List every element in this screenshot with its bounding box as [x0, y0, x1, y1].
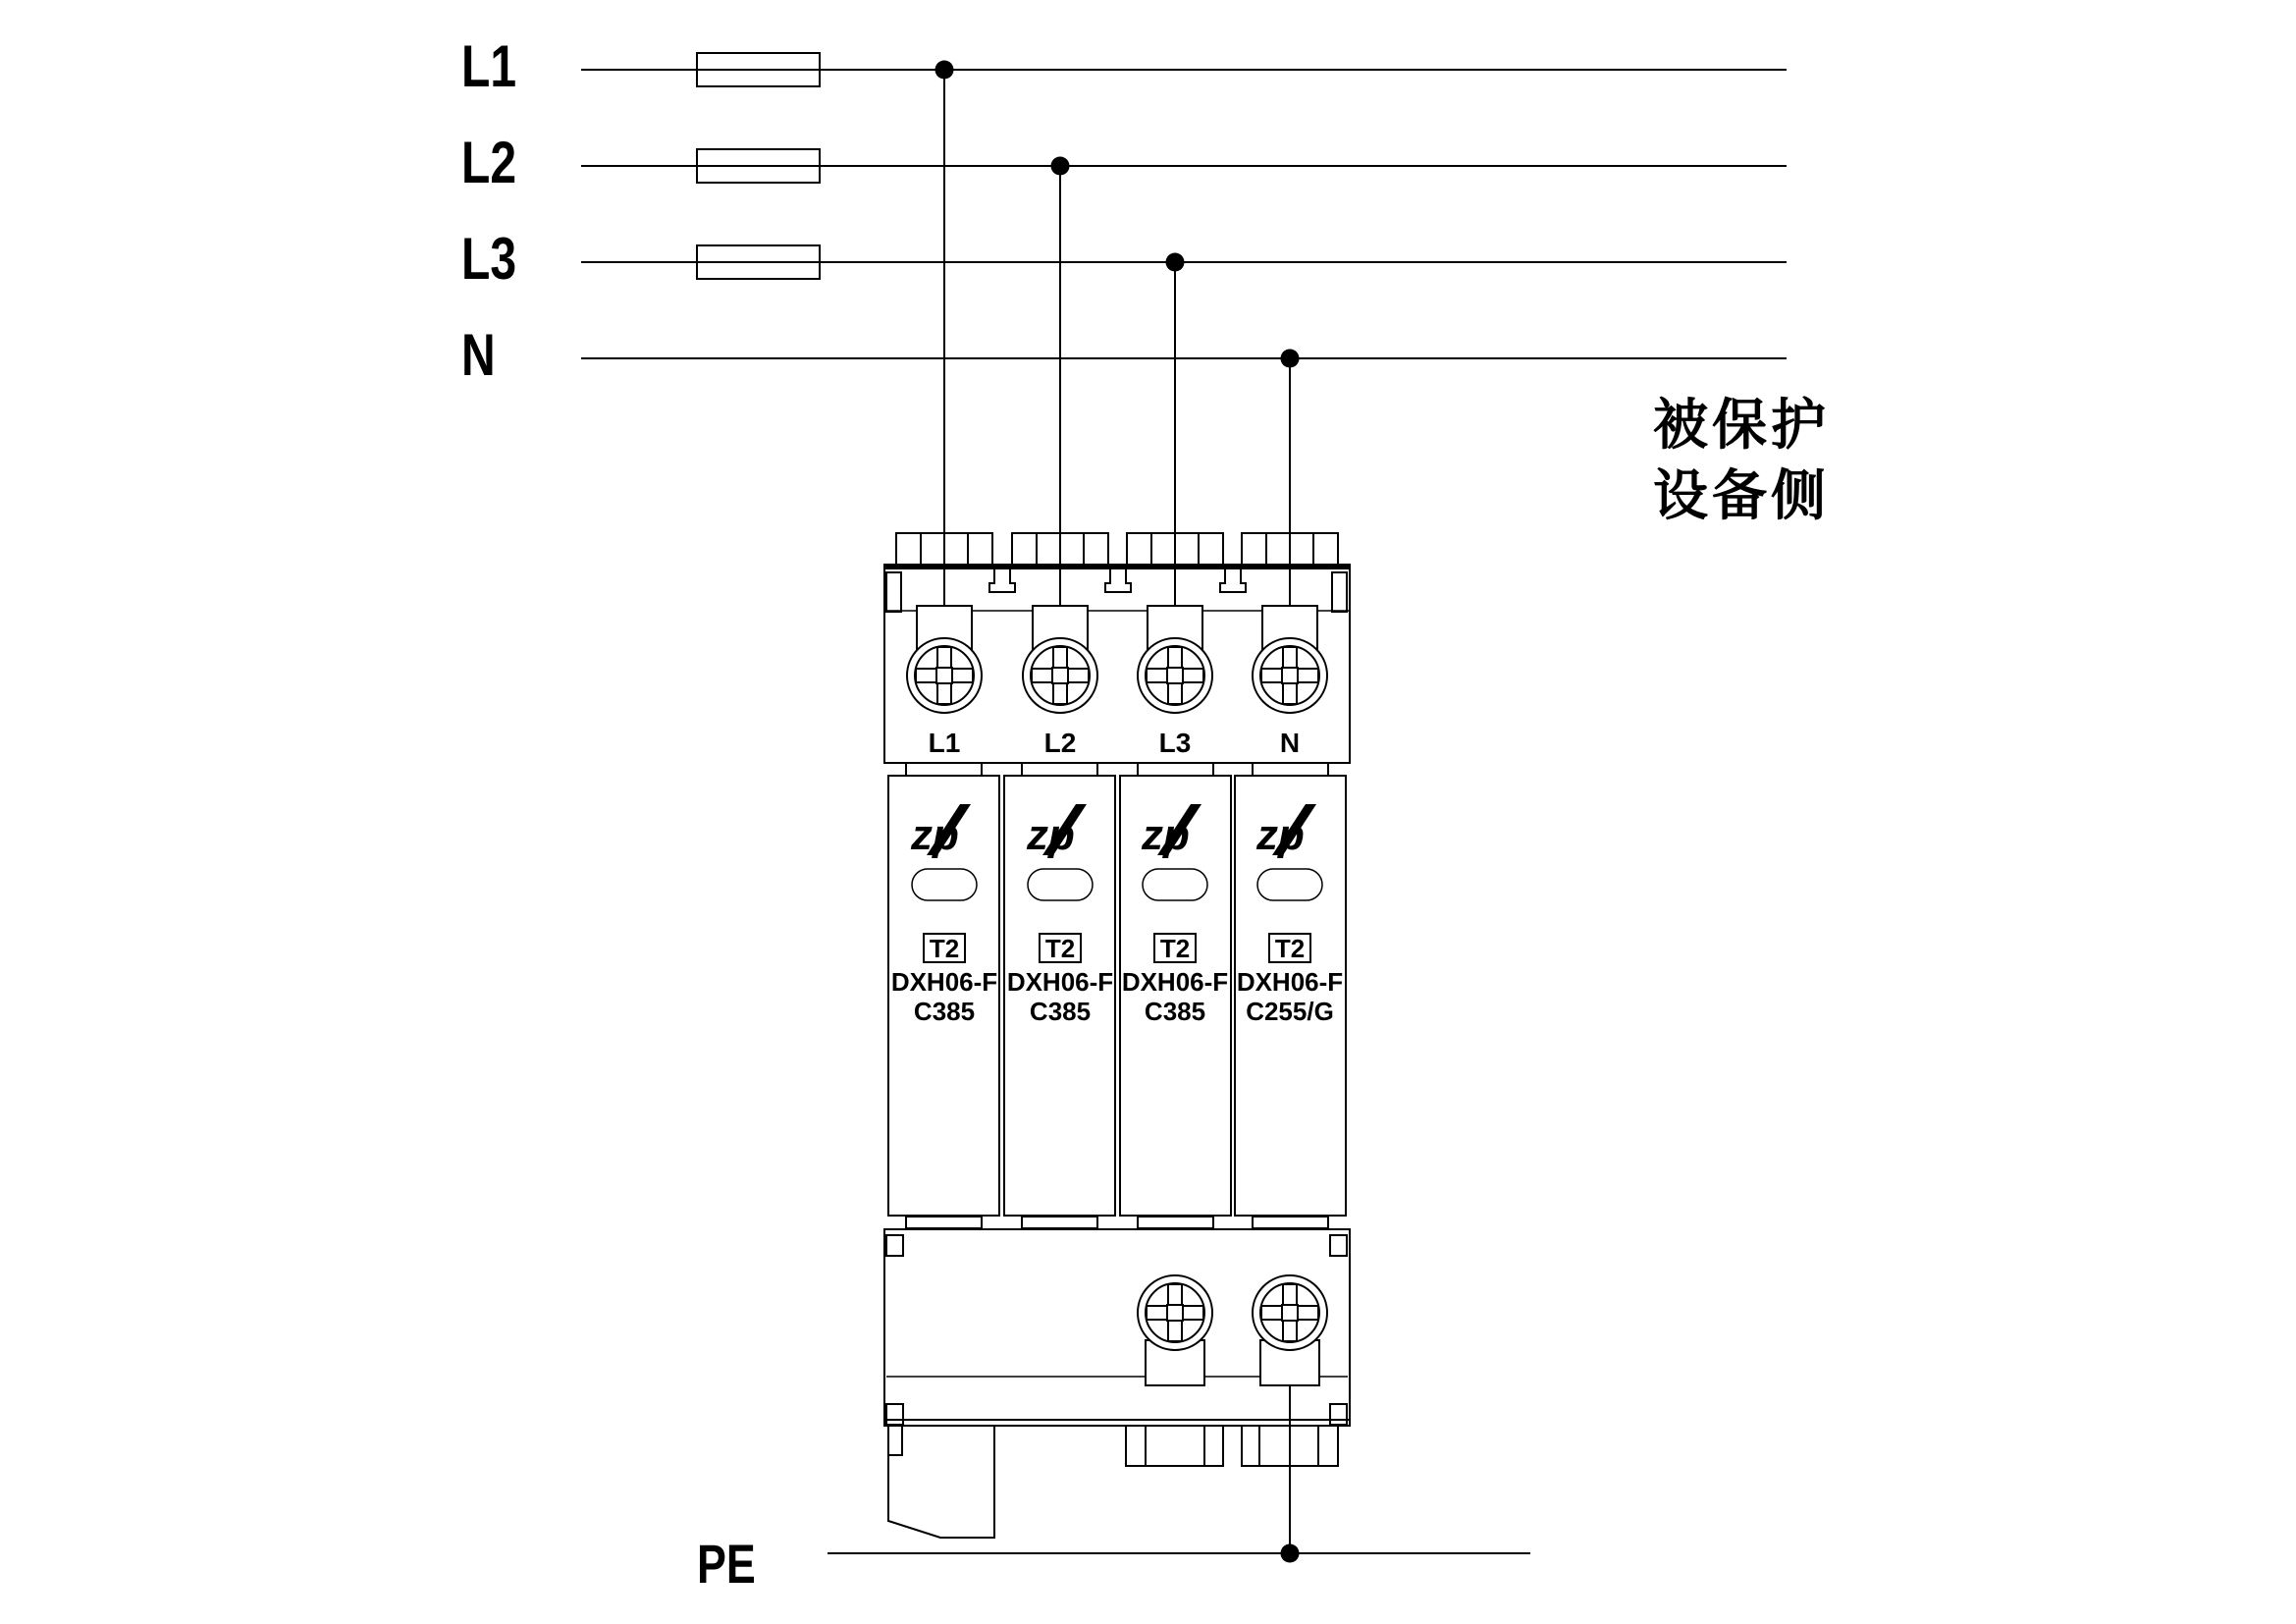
module-1 [888, 776, 999, 1216]
module-4-rating: C255/G [1246, 997, 1334, 1026]
module-4-model: DXH06-F [1236, 967, 1344, 997]
module-1-rating: C385 [913, 997, 976, 1026]
module-3-rating: C385 [1144, 997, 1206, 1026]
module-1-status-window [912, 869, 977, 900]
housing-notch-1 [989, 567, 1015, 592]
module-2-brand-logo [1026, 804, 1087, 859]
top-block-left-tab [886, 572, 901, 612]
pe-circuit [697, 1385, 1530, 1595]
pe-terminal-screw-1 [1138, 1275, 1212, 1350]
pe-terminal-screw-2 [1253, 1275, 1327, 1350]
module-3-status-window [1143, 869, 1207, 900]
module-3 [1120, 776, 1231, 1216]
module-4-brand-logo [1255, 804, 1316, 859]
busbar-teeth-4 [1242, 533, 1338, 565]
pe-label: PE [697, 1533, 756, 1596]
junction-dot-pe [1281, 1544, 1300, 1563]
din-rail-feet [888, 1426, 1338, 1538]
terminal-screw-n [1253, 638, 1327, 713]
module-2-model: DXH06-F [1006, 967, 1114, 997]
module-2-rating: C385 [1029, 997, 1092, 1026]
terminal-screw-l3 [1138, 638, 1212, 713]
annotation-line2: 设备侧 [1653, 464, 1830, 526]
bottom-block-tab-bl [886, 1404, 903, 1425]
housing-notch-2 [1105, 567, 1131, 592]
module-3-model: DXH06-F [1121, 967, 1229, 997]
spd-device [884, 533, 1350, 1538]
line-label-l2: L2 [461, 129, 517, 196]
module-3-brand-logo [1141, 804, 1201, 859]
module-4 [1235, 776, 1346, 1216]
terminal-screw-l2 [1023, 638, 1097, 713]
terminal-label-n: N [1279, 728, 1301, 758]
power-line-l3 [461, 226, 1787, 609]
power-lines [461, 33, 1787, 609]
housing-notch-3 [1220, 567, 1246, 592]
annotation-line1: 被保护 [1653, 394, 1830, 456]
bottom-block-tab-br [1330, 1404, 1347, 1425]
module-plug-nub-3 [1138, 763, 1213, 776]
line-label-l1: L1 [461, 32, 517, 100]
module-1-brand-logo [910, 804, 971, 859]
module-1-type-badge: T2 [929, 934, 960, 963]
module-2-status-window [1028, 869, 1093, 900]
module-1-model: DXH06-F [890, 967, 998, 997]
terminal-screw-l1 [907, 638, 982, 713]
module-socket-nub-1 [906, 1217, 982, 1228]
diagram-svg: zp L1 L2 L3 N 被保护 设备侧 L1 L2 L3 N T2 DXH06-F C385 T2 DXH06-F C385 T2 DXH06-F C385 T2 DXH06-F C255/G PE [0, 11, 1830, 1596]
terminal-label-l3: L3 [1158, 728, 1192, 758]
top-block-right-tab [1332, 572, 1347, 612]
terminal-label-l1: L1 [928, 728, 961, 758]
line-label-l3: L3 [461, 225, 517, 293]
bottom-block-tab-tl [886, 1235, 903, 1256]
busbar-teeth-2 [1012, 533, 1108, 565]
protected-side-annotation [1653, 394, 1830, 526]
module-2 [1004, 776, 1115, 1216]
module-4-type-badge: T2 [1274, 934, 1306, 963]
power-line-l2 [461, 130, 1787, 609]
din-foot-center [1126, 1426, 1223, 1466]
module-plug-nub-2 [1022, 763, 1097, 776]
module-socket-nub-2 [1022, 1217, 1097, 1228]
terminal-label-l2: L2 [1043, 728, 1077, 758]
module-socket-nub-3 [1138, 1217, 1213, 1228]
power-line-l1 [461, 33, 1787, 609]
module-plug-nub-1 [906, 763, 982, 776]
module-2-type-badge: T2 [1044, 934, 1076, 963]
busbar-teeth-1 [896, 533, 992, 565]
din-release-clip [888, 1427, 994, 1538]
module-socket-nub-4 [1253, 1217, 1328, 1228]
busbar-teeth-3 [1127, 533, 1223, 565]
module-3-type-badge: T2 [1159, 934, 1191, 963]
line-label-n: N [461, 321, 496, 389]
module-4-status-window [1257, 869, 1322, 900]
bottom-block-tab-tr [1330, 1235, 1347, 1256]
module-plug-nub-4 [1253, 763, 1328, 776]
